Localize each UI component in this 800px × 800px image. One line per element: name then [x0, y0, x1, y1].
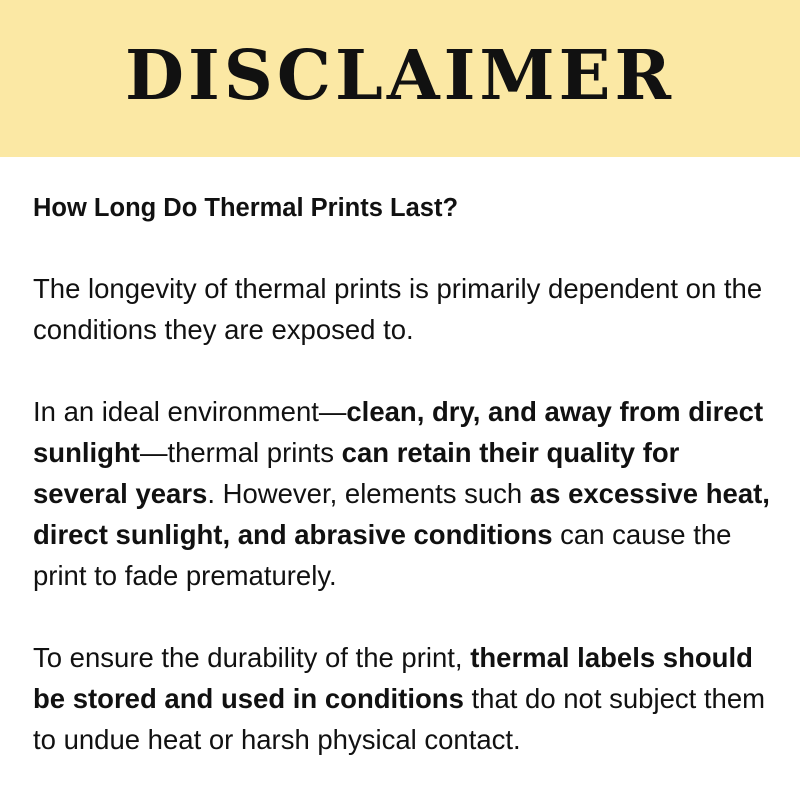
paragraph-text: In an ideal environment—: [33, 396, 347, 427]
emphasis-text: thermal labels should be stored and used in conditions: [33, 642, 753, 714]
emphasis-text: clean, dry, and away from direct sunlight: [33, 396, 764, 468]
disclaimer-banner: [0, 0, 800, 157]
emphasis-text: can retain their quality for several years: [33, 437, 680, 509]
paragraph-environment: [33, 391, 773, 596]
banner-title: DISCLAIMER: [125, 35, 675, 116]
emphasis-text: as excessive heat, direct sunlight, and abrasive conditions: [33, 478, 770, 550]
paragraph-text: that do not subject them to undue heat or harsh physical contact.: [33, 683, 766, 755]
paragraph-text: —thermal prints: [139, 437, 342, 468]
paragraph-longevity: The longevity of thermal prints is primarily dependent on the conditions they are exposed to.: [33, 273, 763, 345]
paragraph-text: To ensure the durability of the print,: [33, 642, 471, 673]
paragraph-text: . However, elements such: [207, 478, 530, 509]
article-body: [33, 188, 773, 760]
paragraph-text: can cause the print to fade prematurely.: [33, 519, 732, 591]
article-heading: How Long Do Thermal Prints Last?: [33, 194, 459, 222]
paragraph-durability: [33, 637, 773, 760]
